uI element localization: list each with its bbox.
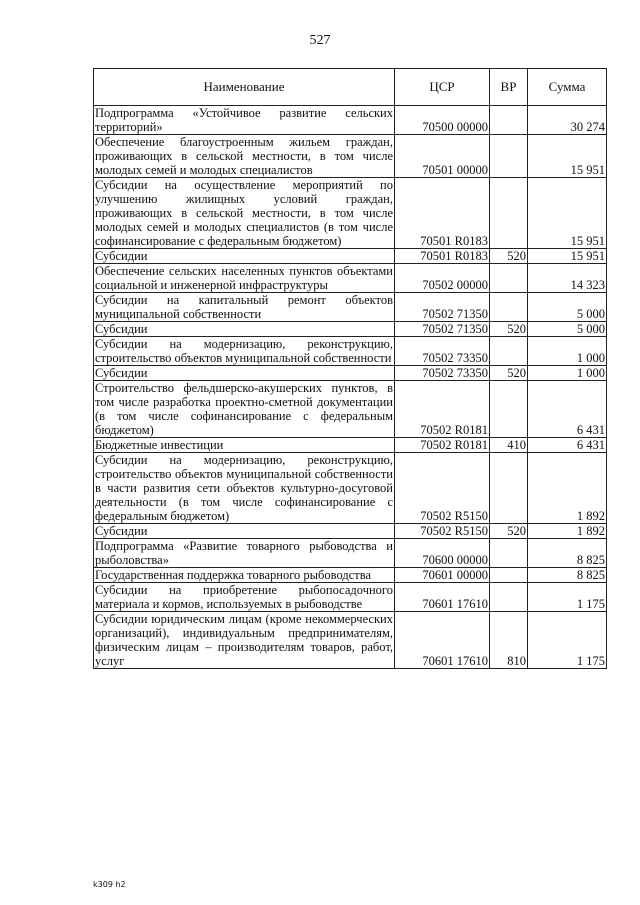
cell-sum: 8 825 [528,539,607,568]
table-row [94,293,607,322]
header-vr: ВР [490,69,528,106]
cell-name: Субсидии на модернизацию, реконструкцию, строительство объектов муниципальной собственности в части развития сети объектов культурно-досуговой деятельности (в том числе софинансирование с федеральным бюджетом) [95,453,393,523]
cell-vr: 520 [490,524,528,539]
cell-name: Субсидии юридическим лицам (кроме некоммерческих организаций), индивидуальным предпринимателям, физическим лицам – производителям товаров, работ, услуг [95,612,393,668]
cell-csr: 70502 R5150 [395,453,490,524]
table-row [94,381,607,438]
table-row [94,322,607,337]
cell-sum: 6 431 [528,381,607,438]
table-row [94,337,607,366]
cell-csr: 70502 R0181 [395,438,490,453]
cell-csr: 70601 00000 [395,568,490,583]
cell-sum: 14 323 [528,264,607,293]
table-row [94,539,607,568]
cell-name: Субсидии [94,322,395,337]
cell-csr: 70502 73350 [395,337,490,366]
cell-csr: 70601 17610 [395,583,490,612]
cell-sum: 15 951 [528,135,607,178]
cell-vr [490,568,528,583]
cell-vr: 810 [490,612,528,669]
cell-vr [490,264,528,293]
page-number: 527 [309,33,331,48]
cell-sum: 1 892 [528,524,607,539]
cell-csr: 70500 00000 [395,106,490,135]
table-row [94,264,607,293]
cell-name: Субсидии [94,524,395,539]
cell-vr: 410 [490,438,528,453]
cell-sum: 1 000 [528,337,607,366]
cell-name: Обеспечение сельских населенных пунктов объектами социальной и инженерной инфраструктуры [95,264,393,292]
cell-name: Подпрограмма «Устойчивое развитие сельских территорий» [95,106,393,134]
cell-vr [490,135,528,178]
table-row [94,178,607,249]
cell-vr [490,178,528,249]
cell-name: Государственная поддержка товарного рыбоводства [94,568,395,583]
cell-sum: 5 000 [528,322,607,337]
cell-name: Обеспечение благоустроенным жильем граждан, проживающих в сельской местности, в том числе молодых семей и молодых специалистов [95,135,393,177]
cell-csr: 70502 71350 [395,293,490,322]
table-row [94,524,607,539]
table-row [94,568,607,583]
cell-sum: 15 951 [528,178,607,249]
cell-vr [490,106,528,135]
footer-code: k309 h2 [93,880,126,889]
cell-name: Строительство фельдшерско-акушерских пунктов, в том числе разработка проектно-сметной документации (в том числе софинансирование с федеральным бюджетом) [95,381,393,437]
cell-vr: 520 [490,322,528,337]
cell-csr: 70502 R0181 [395,381,490,438]
cell-vr [490,583,528,612]
cell-csr: 70502 73350 [395,366,490,381]
table-row [94,135,607,178]
cell-sum: 1 175 [528,583,607,612]
cell-sum: 5 000 [528,293,607,322]
table-row [94,583,607,612]
cell-name: Субсидии на модернизацию, реконструкцию, строительство объектов муниципальной собственности [95,337,393,365]
budget-table [93,68,607,669]
cell-vr [490,337,528,366]
cell-csr: 70502 00000 [395,264,490,293]
table-row [94,249,607,264]
cell-name: Бюджетные инвестиции [94,438,395,453]
cell-name: Подпрограмма «Развитие товарного рыбоводства и рыболовства» [95,539,393,567]
table-row [94,453,607,524]
cell-sum: 1 000 [528,366,607,381]
cell-sum: 1 175 [528,612,607,669]
cell-csr: 70601 17610 [395,612,490,669]
header-name: Наименование [94,69,395,106]
cell-vr [490,293,528,322]
cell-vr [490,539,528,568]
table-row [94,612,607,669]
cell-sum: 6 431 [528,438,607,453]
table-row [94,106,607,135]
cell-csr: 70502 71350 [395,322,490,337]
cell-csr: 70501 R0183 [395,249,490,264]
cell-sum: 30 274 [528,106,607,135]
cell-sum: 8 825 [528,568,607,583]
header-csr: ЦСР [395,69,490,106]
table-row [94,438,607,453]
cell-csr: 70501 R0183 [395,178,490,249]
cell-vr [490,381,528,438]
cell-csr: 70502 R5150 [395,524,490,539]
table-header-row [94,69,607,106]
cell-vr: 520 [490,249,528,264]
cell-sum: 15 951 [528,249,607,264]
cell-name: Субсидии на приобретение рыбопосадочного материала и кормов, используемых в рыбоводстве [95,583,393,611]
cell-name: Субсидии на капитальный ремонт объектов муниципальной собственности [95,293,393,321]
cell-sum: 1 892 [528,453,607,524]
cell-csr: 70501 00000 [395,135,490,178]
cell-vr: 520 [490,366,528,381]
cell-name: Субсидии на осуществление мероприятий по улучшению жилищных условий граждан, проживающих в сельской местности, в том числе молодых семей и молодых специалистов (в том числе софинансирование с федеральным бюджетом) [95,178,393,248]
cell-vr [490,453,528,524]
table-row [94,366,607,381]
header-sum: Сумма [528,69,607,106]
cell-csr: 70600 00000 [395,539,490,568]
cell-name: Субсидии [94,366,395,381]
cell-name: Субсидии [94,249,395,264]
